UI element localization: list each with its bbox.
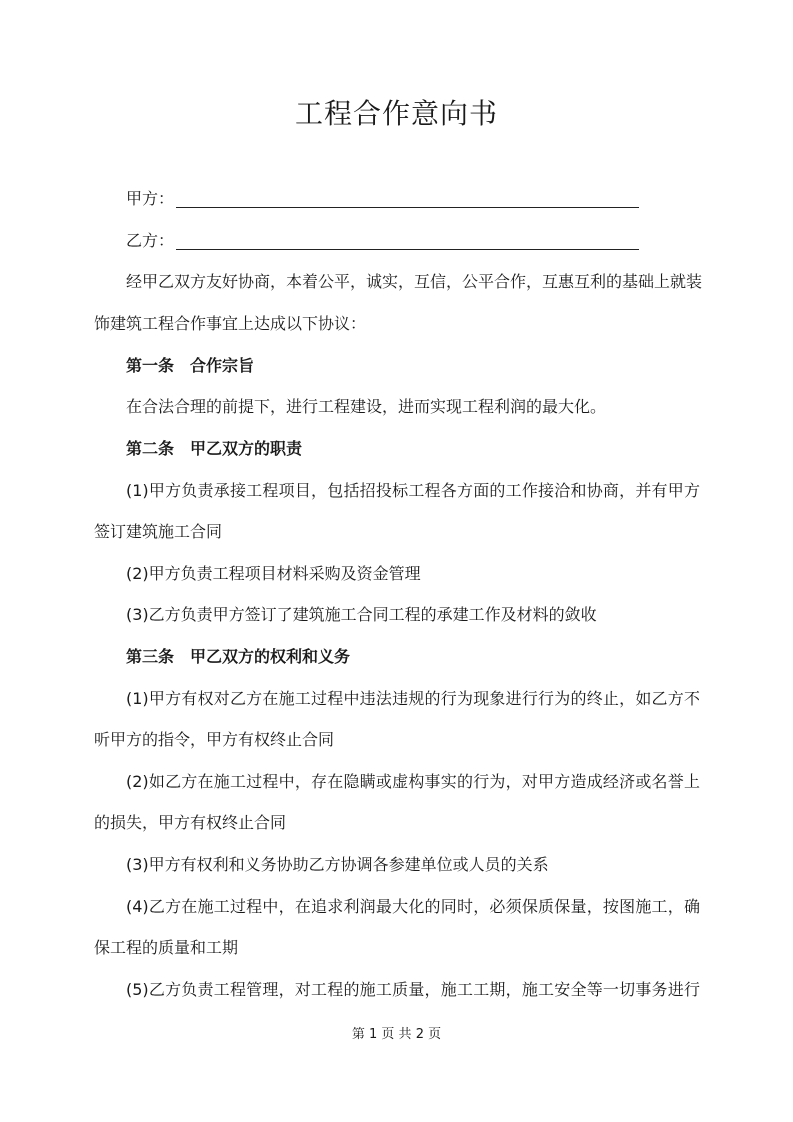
party-a-label: 甲方： xyxy=(126,189,175,208)
article-3-item-4-line-2: 保工程的质量和工期 xyxy=(94,938,239,957)
article-3-item-5-line-1: (5)乙方负责工程管理，对工程的施工质量，施工工期，施工安全等一切事务进行 xyxy=(126,980,700,999)
article-3-item-1-line-1: (1)甲方有权对乙方在施工过程中违法违规的行为现象进行行为的终止，如乙方不 xyxy=(126,689,700,708)
article-3-item-2-line-2: 的损失，甲方有权终止合同 xyxy=(94,813,287,832)
article-2-item-1-line-2: 签订建筑施工合同 xyxy=(94,522,223,541)
intro-line-1: 经甲乙双方友好协商，本着公平，诚实，互信，公平合作，互惠互利的基础上就装 xyxy=(126,272,703,291)
article-2-item-2: (2)甲方负责工程项目材料采购及资金管理 xyxy=(126,564,421,583)
article-1-text: 在合法合理的前提下，进行工程建设，进而实现工程利润的最大化。 xyxy=(126,397,607,416)
article-3-item-2-line-1: (2)如乙方在施工过程中，存在隐瞒或虚构事实的行为，对甲方造成经济或名誉上 xyxy=(126,772,700,791)
article-3-item-1-line-2: 听甲方的指令，甲方有权终止合同 xyxy=(94,730,335,749)
article-1-heading xyxy=(126,354,254,378)
article-2-item-1-line-1: (1)甲方负责承接工程项目，包括招投标工程各方面的工作接洽和协商，并有甲方 xyxy=(126,481,700,500)
page-footer: 第 1 页 共 2 页 xyxy=(351,1027,442,1042)
article-3-heading xyxy=(126,645,350,669)
article-2-heading xyxy=(126,437,302,461)
party-a-field xyxy=(126,187,174,211)
party-a-underline xyxy=(176,207,639,208)
article-2-title: 甲乙双方的职责 xyxy=(190,439,303,458)
intro-line-2: 饰建筑工程合作事宜上达成以下协议： xyxy=(94,314,367,333)
article-2-number: 第二条 xyxy=(126,439,175,458)
article-3-item-3: (3)甲方有权利和义务协助乙方协调各参建单位或人员的关系 xyxy=(126,855,549,874)
article-3-item-4-line-1: (4)乙方在施工过程中，在追求利润最大化的同时，必须保质保量，按图施工，确 xyxy=(126,897,700,916)
article-2-item-3: (3)乙方负责甲方签订了建筑施工合同工程的承建工作及材料的敛收 xyxy=(126,605,597,624)
party-b-field xyxy=(126,229,174,253)
article-3-title: 甲乙双方的权利和义务 xyxy=(190,647,351,666)
party-b-underline xyxy=(176,249,639,250)
document-title: 工程合作意向书 xyxy=(294,97,498,130)
party-b-label: 乙方： xyxy=(126,231,175,250)
article-1-number: 第一条 xyxy=(126,356,175,375)
article-1-title: 合作宗旨 xyxy=(190,356,255,375)
article-3-number: 第三条 xyxy=(126,647,175,666)
